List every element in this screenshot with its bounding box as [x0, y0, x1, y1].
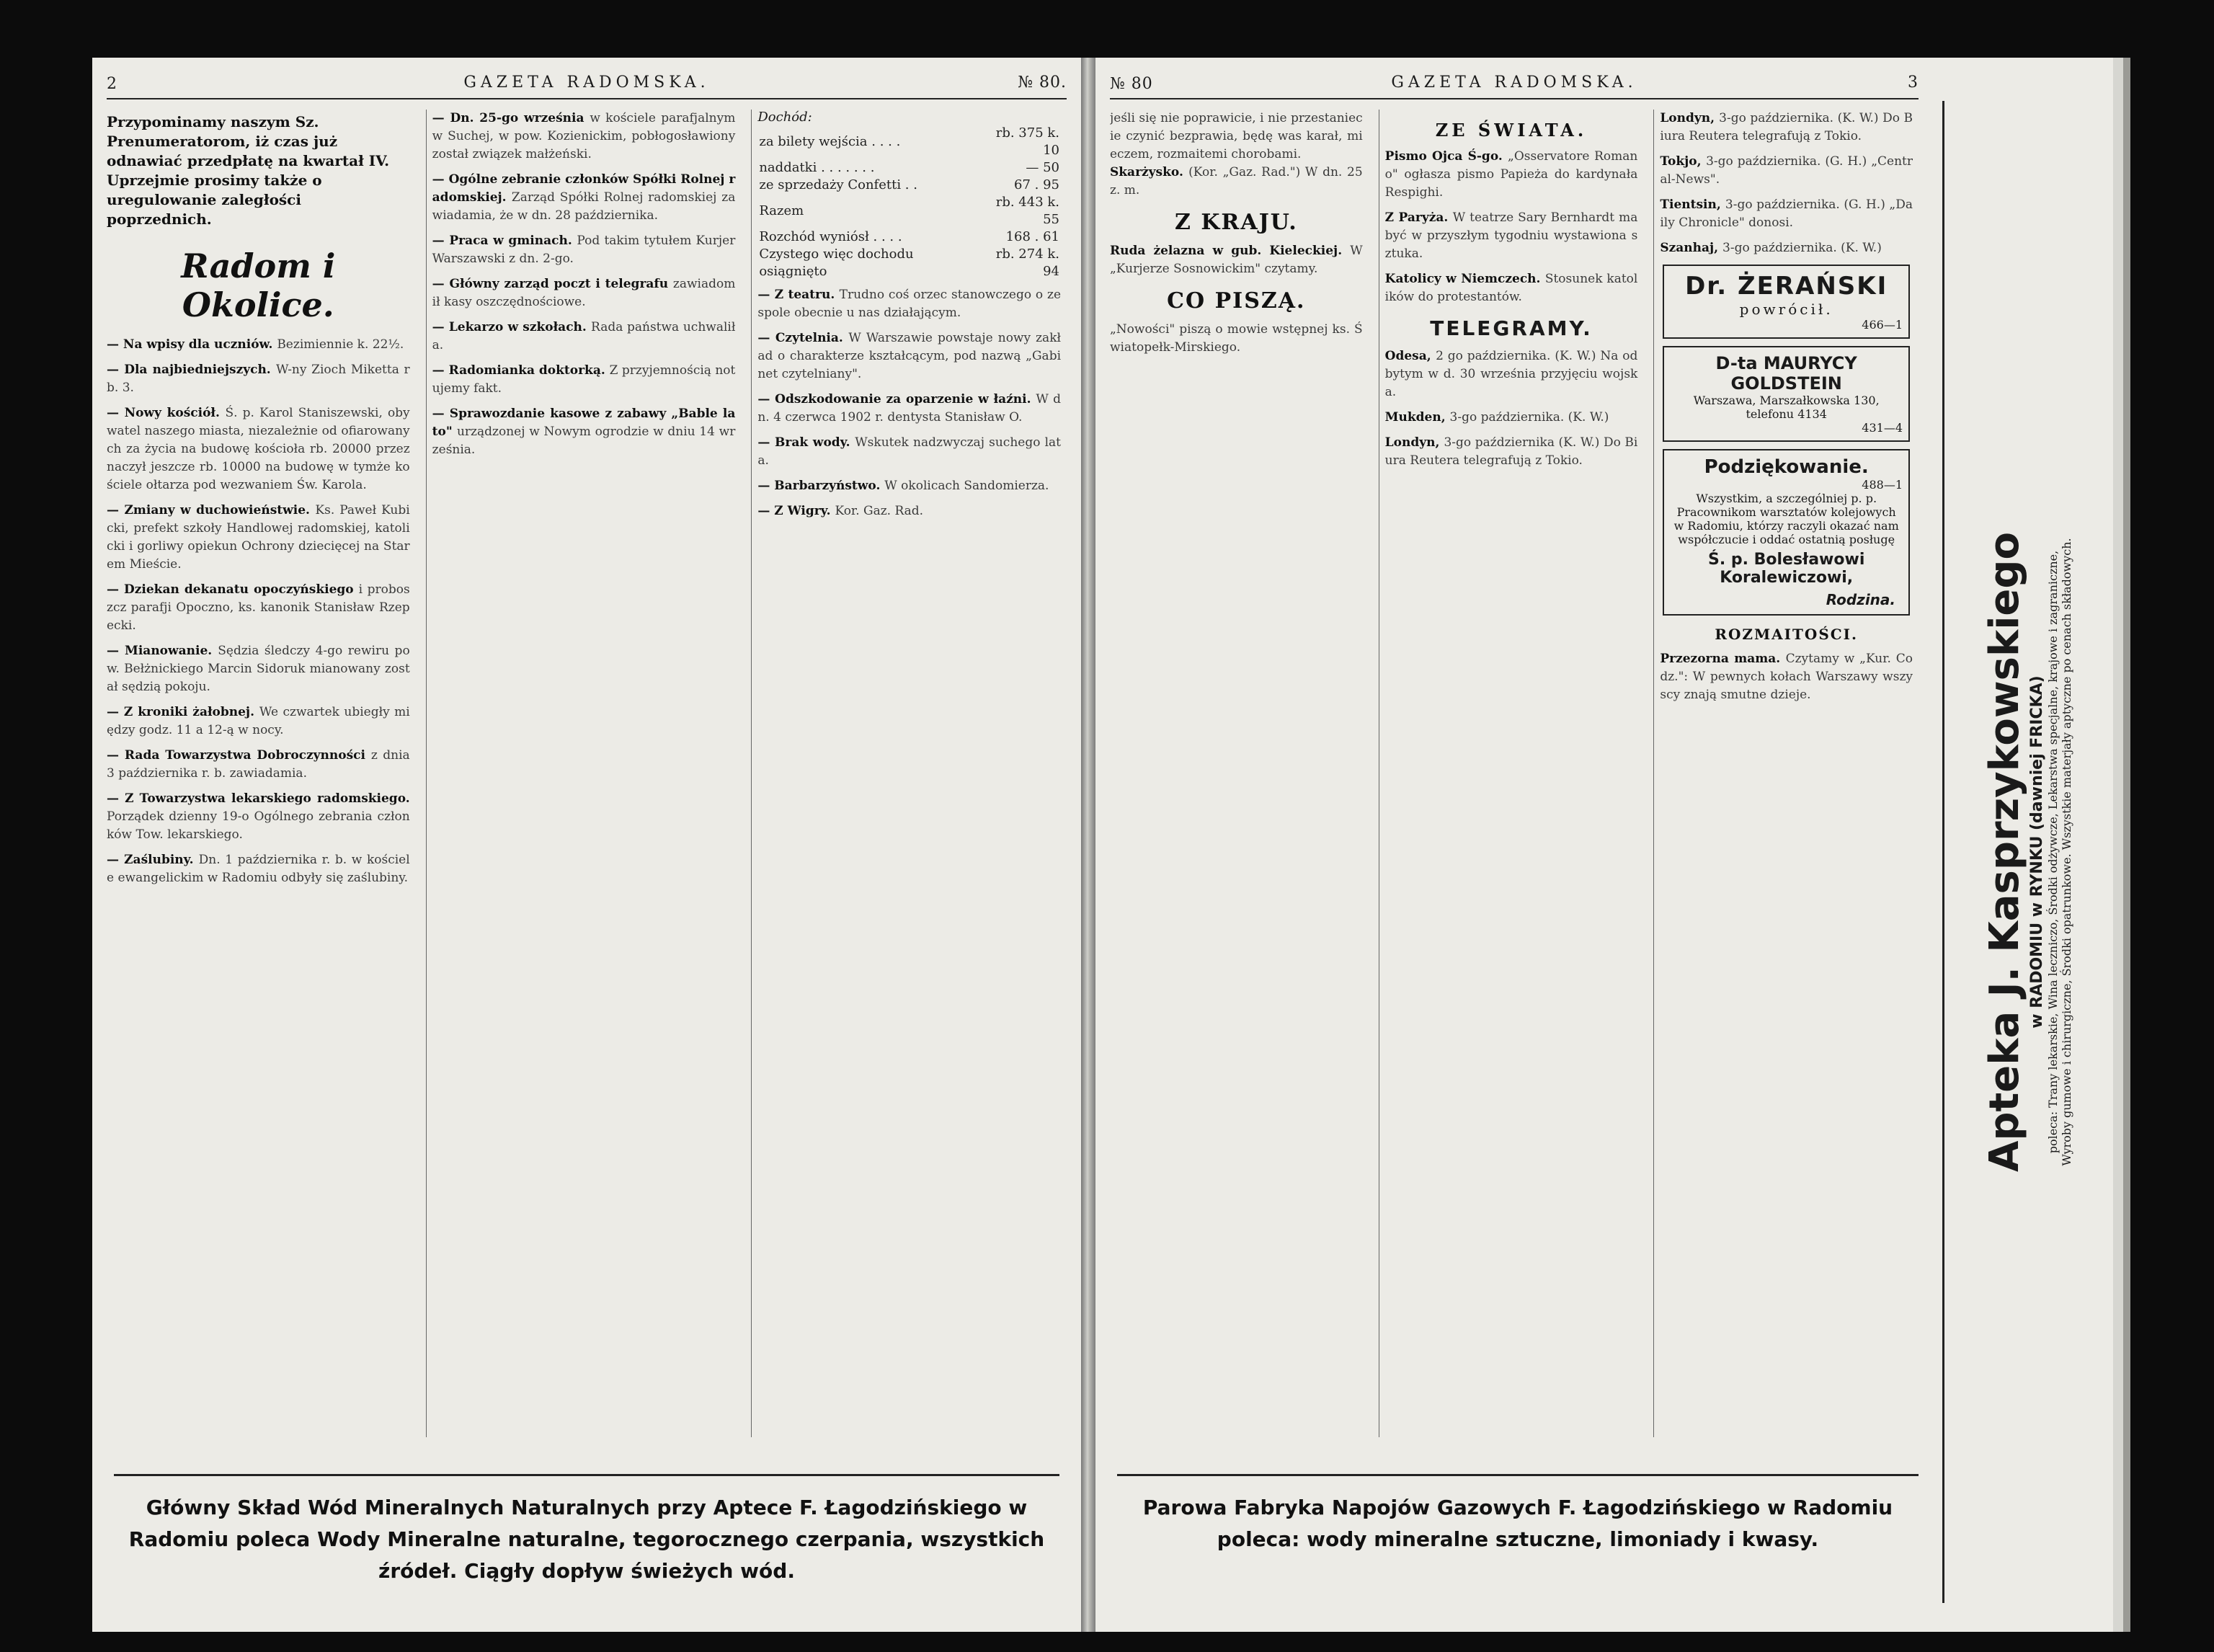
- ad-zeranski: [1663, 265, 1910, 339]
- row-value: 168 . 61: [1005, 229, 1060, 244]
- article-text: W teatrze Sary Bernhardt ma być w przyszłym tygodniu wystawiona sztuka.: [1384, 210, 1638, 261]
- article-list: [1660, 650, 1913, 704]
- article-paragraph: [757, 329, 1061, 383]
- article-lead: Pismo Ojca Ś-go.: [1384, 149, 1508, 164]
- left-col-3: [751, 110, 1067, 1437]
- vertical-ad-products: poleca: Trany lekarskie, Wina leczniczo, Środki odżywcze, Lekarstwa specjalne, krajowe i zagraniczne, Wyroby gumowe i chirurgiczne, Środki opatrunkowe. Wszystkie materjały aptyczne po cenach składowych.: [2046, 538, 2073, 1166]
- article-lead: — Rada Towarzystwa Dobroczynności: [107, 748, 371, 763]
- article-lead: — Lekarzo w szkołach.: [432, 320, 591, 334]
- article-paragraph: [432, 405, 736, 459]
- article-lead: Odesa,: [1384, 349, 1436, 363]
- article-lead: — Z Towarzystwa lekarskiego radomskiego.: [107, 791, 410, 806]
- article-list: [1660, 110, 1913, 257]
- article-lead: Londyn,: [1660, 111, 1720, 125]
- right-col-2: [1379, 110, 1644, 1437]
- row-label: Rozchód wyniósł . . . .: [759, 229, 902, 244]
- table-row: [757, 125, 1061, 159]
- left-columns: [107, 110, 1067, 1437]
- article-text: Sędzia śledczy 4-go rewiru pow. Bełżnickiego Marcin Sidoruk mianowany został sędzią pokoju.: [107, 644, 410, 694]
- article-list: [1110, 164, 1363, 200]
- article-text: Dn. 1 października r. b. w kościele ewangelickim w Radomiu odbyły się zaślubiny.: [107, 853, 410, 885]
- article-paragraph: [1660, 110, 1913, 146]
- article-lead: Szanhaj,: [1660, 241, 1723, 255]
- article-lead: — Główny zarząd poczt i telegrafu: [432, 277, 673, 291]
- article-lead: Z Paryża.: [1384, 210, 1453, 225]
- article-lead: — Dn. 25-go września: [432, 111, 590, 125]
- article-text: W dn. 4 czerwca 1902 r. dentysta Stanisław O.: [757, 392, 1062, 425]
- article-paragraph: [1660, 196, 1913, 232]
- newspaper-title: GAZETA RADOMSKA.: [1391, 74, 1637, 92]
- row-label: ze sprzedaży Confetti . .: [759, 177, 917, 192]
- article-text: Ks. Paweł Kubicki, prefekt szkoły Handlowej radomskiej, katolicki i gorliwy opiekun Ochrony dziecięcej na Starem Mieście.: [107, 503, 410, 572]
- article-lead: — Ogólne zebranie członków Spółki Rolnej radomskiej.: [432, 172, 736, 205]
- vertical-ad-address: w RADOMIU w RYNKU (dawniej FRICKA): [2028, 675, 2046, 1029]
- article-paragraph: [1660, 153, 1913, 189]
- article-text: Czytamy w „Kur. Codz.": W pewnych kołach Warszawy wszyscy znają smutne dzieje.: [1660, 652, 1913, 702]
- running-head-right: [1110, 69, 1919, 99]
- article-paragraph: [1110, 242, 1363, 278]
- article-paragraph: [1110, 164, 1363, 200]
- article-paragraph: [757, 502, 1061, 520]
- issue-number: № 80.: [1018, 74, 1067, 92]
- ad-text: Wszystkim, a szczególniej p. p. Pracownikom warsztatów kolejowych w Radomiu, którzy raczyli okazać nam współczucie i oddać ostatnią posługę: [1673, 492, 1899, 546]
- article-paragraph: [1385, 347, 1638, 401]
- ad-ref: 488—1: [1862, 478, 1903, 492]
- article-paragraph: [1385, 409, 1638, 427]
- article-lead: Londyn,: [1384, 435, 1444, 450]
- article-paragraph: [757, 434, 1061, 470]
- left-page: [92, 58, 1081, 1632]
- ad-name: Dr. ŻERAŃSKI: [1685, 272, 1888, 301]
- article-paragraph: [432, 362, 736, 398]
- article-text: Bezimiennie k. 22½.: [277, 337, 404, 352]
- article-text: (Kor. „Gaz. Rad.") W dn. 25 z. m.: [1110, 165, 1363, 197]
- row-value: 67 . 95: [1014, 177, 1060, 192]
- page-gutter: [1081, 58, 1095, 1632]
- ad-name: D-ta MAURYCY GOLDSTEIN: [1715, 353, 1857, 394]
- article-lead: Tientsin,: [1660, 197, 1725, 212]
- ad-title: Podziękowanie.: [1704, 456, 1869, 478]
- ad-sub: powrócił.: [1739, 301, 1833, 318]
- subscription-notice: Przypominamy naszym Sz. Prenumeratorom, iż czas już odnawiać przedpłatę na kwartał IV. Uprzejmie prosimy także o uregulowanie zaległości poprzednich.: [107, 113, 390, 228]
- right-page: [1095, 58, 2113, 1632]
- article-text: W-ny Zioch Miketta rb. 3.: [107, 363, 410, 395]
- article-text: i proboszcz parafji Opoczno, ks. kanonik Stanisław Rzepecki.: [107, 582, 410, 633]
- ad-ref: 466—1: [1862, 318, 1903, 332]
- row-label: Razem: [759, 203, 804, 218]
- column-intro: jeśli się nie poprawicie, i nie przestaniecie czynić bezprawia, będę was karał, mieczem, rozmaitemi chorobami.: [1110, 111, 1363, 161]
- article-text: Zarząd Spółki Rolnej radomskiej zawiadamia, że w dn. 28 października.: [432, 190, 736, 223]
- article-lead: — Dla najbiedniejszych.: [107, 363, 276, 377]
- running-head-left: [107, 69, 1067, 99]
- ad-thanks: [1663, 449, 1910, 616]
- article-lead: — Czytelnia.: [757, 331, 849, 345]
- article-list: [107, 336, 410, 887]
- article-lead: — Praca w gminach.: [432, 234, 577, 248]
- article-lead: Skarżysko.: [1110, 165, 1189, 179]
- article-lead: — Brak wody.: [757, 435, 855, 450]
- article-text: 3-go października. (K. W.): [1449, 410, 1609, 425]
- article-text: W okolicach Sandomierza.: [884, 479, 1049, 493]
- article-text: zawiadomił kasy oszczędnościowe.: [432, 277, 736, 309]
- article-text: Ś. p. Karol Staniszewski, obywatel naszego miasta, niezależnie od ofiarowanych za życia na budowę kościoła rb. 20000 przeznaczył jeszcze rb. 10000 na budowę w tymże kościele ołtarza pod wezwaniem Św. Karola.: [107, 406, 410, 492]
- article-paragraph: [1385, 434, 1638, 470]
- article-text: w kościele parafjalnym w Suchej, w pow. Kozienickim, pobłogosławiony został związek małżeński.: [432, 111, 736, 161]
- article-paragraph: [107, 361, 410, 397]
- article-lead: Tokjo,: [1660, 154, 1707, 169]
- article-text: Porządek dzienny 19-o Ogólnego zebrania członków Tow. lekarskiego.: [107, 809, 410, 842]
- rozmaitosci-heading: ROZMAITOŚCI.: [1715, 626, 1858, 643]
- article-text: Pod takim tytułem Kurjer Warszawski z dn. 2-go.: [432, 234, 736, 266]
- article-lead: — Z Wigry.: [757, 504, 835, 518]
- article-paragraph: [107, 404, 410, 494]
- footer-advertisement: Główny Skład Wód Mineralnych Naturalnych przy Aptece F. Łagodzińskiego w Radomiu poleca Wody Mineralne naturalne, tegorocznego czerpania, wszystkich źródeł. Ciągły dopływ świeżych wód.: [114, 1474, 1059, 1578]
- article-text: Stosunek katolików do protestantów.: [1384, 272, 1638, 304]
- article-lead: — Z teatru.: [757, 288, 840, 302]
- article-paragraph: [757, 477, 1061, 495]
- vertical-pharmacy-ad: [1942, 101, 2110, 1603]
- table-row: [757, 194, 1061, 228]
- row-label: naddatki . . . . . . .: [759, 160, 875, 175]
- article-text: 3-go października. (G. H.) „Daily Chronicle" donosi.: [1660, 197, 1913, 230]
- footer-advertisement: Parowa Fabryka Napojów Gazowych F. Łagodzińskiego w Radomiu poleca: wody mineralne sztuczne, limoniady i kwasy.: [1117, 1474, 1919, 1578]
- article-text: Z przyjemnością notujemy fakt.: [432, 363, 736, 396]
- right-col-3: [1653, 110, 1919, 1437]
- article-lead: — Dziekan dekanatu opoczyńskiego: [107, 582, 359, 597]
- table-title: Dochód:: [757, 110, 812, 125]
- row-label: Czystego więc dochodu osiągnięto: [759, 247, 914, 279]
- table-row: [757, 159, 1061, 177]
- page-number: 3: [1908, 74, 1919, 92]
- article-lead: Ruda żelazna w gub. Kieleckiej.: [1110, 244, 1351, 258]
- article-lead: — Sprawozdanie kasowe z zabawy „Bable lato": [432, 407, 736, 439]
- article-lead: — Na wpisy dla uczniów.: [107, 337, 277, 352]
- article-paragraph: [432, 275, 736, 311]
- left-col-2: [426, 110, 742, 1437]
- right-col-1: [1110, 110, 1369, 1437]
- article-paragraph: [107, 502, 410, 574]
- row-value: rb. 375 k. 10: [995, 125, 1060, 158]
- article-paragraph: [107, 790, 410, 844]
- telegramy-heading: TELEGRAMY.: [1430, 316, 1593, 340]
- swiata-heading: ZE ŚWIATA.: [1435, 120, 1588, 141]
- article-lead: — Nowy kościół.: [107, 406, 226, 420]
- article-list: [1385, 148, 1638, 306]
- article-paragraph: [107, 703, 410, 740]
- article-text: z dnia 3 października r. b. zawiadamia.: [107, 748, 410, 781]
- page-number: 2: [107, 75, 117, 93]
- article-paragraph: [107, 336, 410, 354]
- article-text: 2 go października. (K. W.) Na odbytym w d. 30 września przyjęciu wojska.: [1384, 349, 1638, 399]
- article-paragraph: [432, 110, 736, 164]
- kraju-heading: Z KRAJU.: [1174, 210, 1298, 235]
- article-paragraph: [1660, 239, 1913, 257]
- article-text: Wskutek nadzwyczaj suchego lata.: [757, 435, 1062, 468]
- article-paragraph: [432, 171, 736, 225]
- article-lead: Mukden,: [1384, 410, 1450, 425]
- article-paragraph: [432, 319, 736, 355]
- article-paragraph: [1385, 270, 1638, 306]
- article-lead: — Radomianka doktorką.: [432, 363, 610, 378]
- article-text: 3-go października (K. W.) Do Biura Reutera telegrafują z Tokio.: [1384, 435, 1638, 468]
- article-paragraph: [107, 581, 410, 635]
- article-text: 3-go października. (K. W.): [1722, 241, 1882, 255]
- article-lead: Katolicy w Niemczech.: [1384, 272, 1545, 286]
- article-paragraph: [432, 232, 736, 268]
- right-columns: [1110, 110, 1919, 1437]
- income-table: [757, 125, 1061, 280]
- article-text: „Osservatore Romano" ogłasza pismo Papieża do kardynała Respighi.: [1384, 149, 1638, 200]
- vertical-ad-title: Apteka J. Kasprzykowskiego: [1981, 532, 2028, 1172]
- article-lead: Przezorna mama.: [1660, 652, 1786, 666]
- table-row: [757, 177, 1061, 194]
- article-lead: — Barbarzyństwo.: [757, 479, 885, 493]
- vertical-ad-content: [1981, 532, 2073, 1172]
- article-list: [1110, 242, 1363, 278]
- ad-goldstein: [1663, 346, 1910, 442]
- section-title: Radom i Okolice.: [181, 247, 336, 324]
- ad-sign: Rodzina.: [1826, 591, 1896, 608]
- table-row: [757, 246, 1061, 280]
- article-text: urządzonej w Nowym ogrodzie w dniu 14 września.: [432, 425, 736, 457]
- article-list: [757, 286, 1061, 520]
- article-text: W Warszawie powstaje nowy zakład o charakterze kształcącym, pod nazwą „Gabinet czytelniany".: [757, 331, 1062, 381]
- article-paragraph: [757, 391, 1061, 427]
- row-value: rb. 443 k. 55: [995, 195, 1060, 227]
- article-lead: — Zmiany w duchowieństwie.: [107, 503, 316, 518]
- article-paragraph: [757, 286, 1061, 322]
- article-text: Kor. Gaz. Rad.: [835, 504, 924, 518]
- ad-address: Warszawa, Marszałkowska 130, telefonu 4134: [1693, 394, 1880, 421]
- row-value: — 50: [1026, 160, 1060, 175]
- article-text: Rada państwa uchwaliła.: [432, 320, 736, 352]
- article-list: [1385, 347, 1638, 470]
- article-paragraph: [107, 851, 410, 887]
- article-paragraph: [107, 642, 410, 696]
- co-pisza-text: „Nowości" piszą o mowie wstępnej ks. Światopełk-Mirskiego.: [1110, 322, 1363, 355]
- ad-ref: 431—4: [1862, 421, 1903, 435]
- article-list: [432, 110, 736, 459]
- article-paragraph: [1385, 148, 1638, 202]
- row-label: za bilety wejścia . . . .: [759, 134, 901, 149]
- article-text: 3-go października. (G. H.) „Central-News".: [1660, 154, 1913, 187]
- article-text: Trudno coś orzec stanowczego o zespole obecnie u nas działającym.: [757, 288, 1062, 320]
- article-paragraph: [1385, 209, 1638, 263]
- ad-person: Ś. p. Bolesławowi Koralewiczowi,: [1707, 551, 1865, 587]
- table-row: [757, 228, 1061, 246]
- article-lead: — Odszkodowanie za oparzenie w łaźni.: [757, 392, 1036, 407]
- article-lead: — Mianowanie.: [107, 644, 218, 658]
- co-pisza-heading: CO PISZĄ.: [1167, 288, 1306, 314]
- left-col-1: [107, 110, 416, 1437]
- article-text: We czwartek ubiegły między godz. 11 a 12-ą w nocy.: [107, 705, 410, 737]
- article-text: W „Kurjerze Sosnowickim" czytamy.: [1110, 244, 1363, 276]
- article-text: 3-go października. (K. W.) Do Biura Reutera telegrafują z Tokio.: [1660, 111, 1913, 143]
- newspaper-title: GAZETA RADOMSKA.: [463, 74, 710, 92]
- issue-number: № 80: [1110, 75, 1153, 93]
- article-paragraph: [107, 747, 410, 783]
- article-paragraph: [1660, 650, 1913, 704]
- page-edge-shadow: [2123, 58, 2130, 1632]
- article-lead: — Z kroniki żałobnej.: [107, 705, 259, 719]
- page-edge: [2113, 58, 2123, 1632]
- article-lead: — Zaślubiny.: [107, 853, 199, 867]
- row-value: rb. 274 k. 94: [995, 247, 1060, 279]
